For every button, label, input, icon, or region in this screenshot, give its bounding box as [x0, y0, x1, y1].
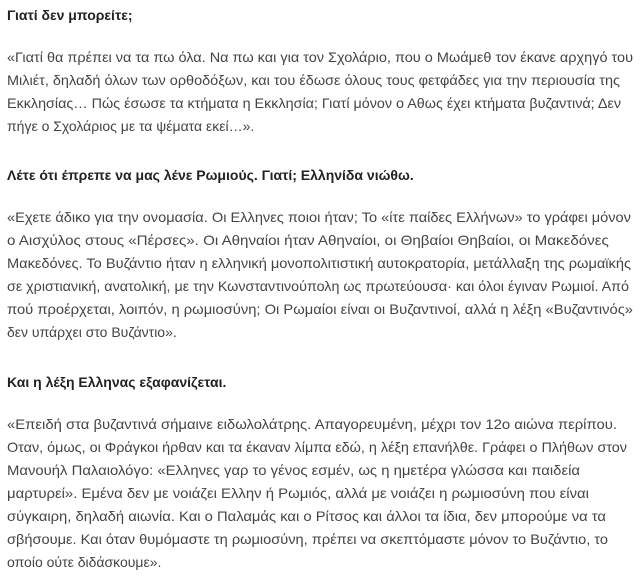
answer-line: Οταν, όμως, οι Φράγκοι ήρθαν και τα έκαναν λίμπα εδώ, η λέξη επανήλθε. Γράφει ο Πλήθων στον: [7, 439, 628, 455]
answer-line: Εκκλησίας… Πώς έσωσε τα κτήματα η Εκκλησία; Γιατί μόνον ο Αθως έχει κτήματα βυζαντινά; Δεν: [7, 95, 621, 111]
answer-line: δεν υπάρχει στο Βυζάντιο».: [7, 324, 177, 340]
answer-line: σύγκαιρη, δηλαδή αιωνία. Και ο Παλαμάς και ο Ρίτσος και άλλοι τα ίδια, δεν μπορούμε να τα: [7, 508, 606, 524]
answer-line: μαρτυρεί». Εμένα δεν με νοιάζει Ελλην ή Ρωμιός, αλλά με νοιάζει η ρωμιοσύνη που είναι: [7, 485, 589, 501]
answer-line: ο Αισχύλος στους «Πέρσες». Οι Αθηναίοι ήταν Αθηναίοι, οι Θηβαίοι Θηβαίοι, οι Μακεδόνες: [7, 232, 609, 248]
answer-line: σβήσουμε. Και όταν θυμόμαστε τη ρωμιοσύνη, πρέπει να σκεπτόμαστε μόνον το Βυζάντιο, το: [7, 531, 608, 547]
answer-line: πού προέρχεται, λοιπόν, η ρωμιοσύνη; Οι Ρωμαίοι είναι οι Βυζαντινοί, αλλά η λέξη «Βυζαντινός»: [7, 301, 634, 317]
answer-line: Μακεδόνες. Το Βυζάντιο ήταν η ελληνική μονοπολιτιστική αυτοκρατορία, μετάλλαξη της ρωμαϊκής: [7, 255, 632, 271]
answer-line: Μανουήλ Παλαιολόγο: «Ελληνες γαρ το γένος εσμέν, ως η ημετέρα γλώσσα και παιδεία: [7, 462, 580, 478]
interview-question: Λέτε ότι έπρεπε να μας λένε Ρωμιούς. Γιατί; Ελληνίδα νιώθω.: [7, 167, 414, 183]
interview-question: Και η λέξη Ελληνας εξαφανίζεται.: [7, 374, 227, 390]
interview-question: Γιατί δεν μπορείτε;: [7, 7, 133, 23]
answer-line: «Επειδή στα βυζαντινά σήμαινε ειδωλολάτρης. Απαγορευμένη, μέχρι τον 12ο αιώνα περίπου.: [7, 416, 618, 432]
answer-line: σε χριστιανική, ανατολική, με την Κωνσταντινούπολη ως πρωτεύουσα· και όλοι έγιναν Ρωμιοί. Από: [7, 278, 629, 294]
answer-line: «Εχετε άδικο για την ονομασία. Οι Ελληνες ποιοι ήταν; Το «ίτε παίδες Ελλήνων» το γράφει μόνον: [7, 209, 631, 225]
answer-line: πήγε ο Σχολάριος με τα ψέματα εκεί…».: [7, 118, 255, 134]
answer-line: «Γιατί θα πρέπει να τα πω όλα. Να πω και για τον Σχολάριο, που ο Μωάμεθ τον έκανε αρχηγό του: [7, 49, 634, 65]
answer-line: Μιλιέτ, δηλαδή όλων των ορθοδόξων, και του έδωσε όλους τους φετφάδες για την περιουσία της: [7, 72, 621, 88]
answer-line: οποίο ούτε διδάσκουμε».: [7, 554, 162, 570]
